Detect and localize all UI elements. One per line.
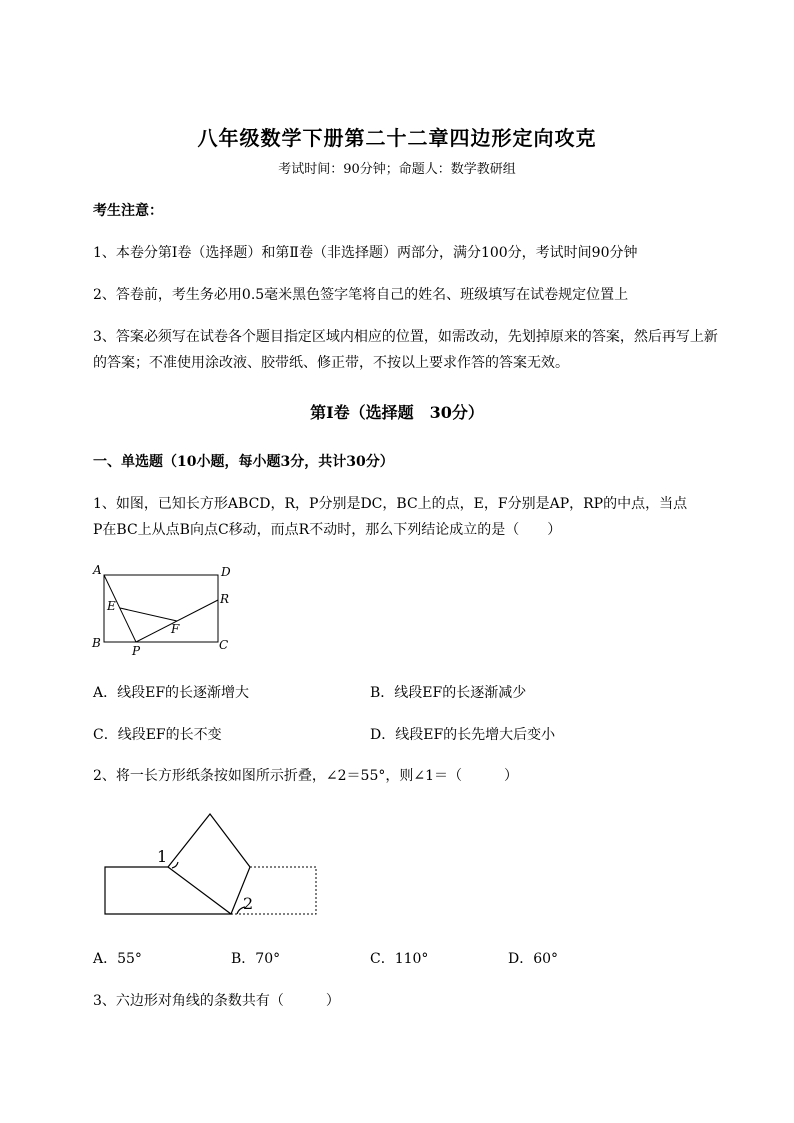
segment-ef (120, 608, 177, 621)
notice-item: 的答案；不准使用涂改液、胶带纸、修正带，不按以上要求作答的答案无效。 (93, 355, 569, 371)
strip-bottom (105, 867, 231, 914)
notice-item: 3、答案必须写在试卷各个题目指定区域内相应的位置，如需改动，先划掉原来的答案，然后再写上新 (93, 329, 718, 345)
label-f: F (171, 622, 180, 636)
angle-1-label: 1 (157, 847, 168, 866)
option-b[interactable]: B．70° (231, 951, 281, 967)
part-heading: 一、单选题（10小题，每小题3分，共计30分） (93, 454, 394, 470)
folded-part (168, 814, 250, 914)
option-c[interactable]: C．线段EF的长不变 (93, 727, 222, 743)
option-d[interactable]: D．线段EF的长先增大后变小 (370, 727, 556, 743)
option-d[interactable]: D．60° (508, 951, 559, 967)
option-b[interactable]: B．线段EF的长逐渐减少 (370, 685, 527, 701)
notice-heading: 考生注意： (93, 203, 163, 219)
label-e: E (107, 599, 116, 613)
label-b: B (92, 636, 101, 650)
question-2-text: 2、将一长方形纸条按如图所示折叠，∠2＝55°，则∠1＝（ ） (93, 768, 518, 784)
question-3-text: 3、六边形对角线的条数共有（ ） (93, 993, 340, 1009)
notice-item: 1、本卷分第Ⅰ卷（选择题）和第Ⅱ卷（非选择题）两部分，满分100分，考试时间90分钟 (93, 245, 638, 261)
option-c[interactable]: C．110° (370, 951, 429, 967)
question-1-line-1: 1、如图，已知长方形ABCD，R，P分别是DC，BC上的点，E，F分别是AP，RP的中点，当点 (93, 496, 688, 512)
question-2-figure (100, 810, 325, 920)
page-title: 八年级数学下册第二十二章四边形定向攻克 (197, 126, 597, 150)
angle-1-arc (172, 862, 178, 868)
label-d: D (221, 565, 231, 579)
notice-item: 2、答卷前，考生务必用0.5毫米黑色签字笔将自己的姓名、班级填写在试卷规定位置上 (93, 287, 629, 303)
label-a: A (93, 563, 102, 577)
question-1-figure (88, 558, 248, 658)
label-c: C (219, 638, 229, 652)
angle-2-label: 2 (243, 894, 254, 913)
label-r: R (220, 592, 230, 606)
option-a[interactable]: A．线段EF的长逐渐增大 (93, 685, 250, 701)
section-title: 第Ⅰ卷（选择题 30分） (310, 403, 484, 422)
label-p: P (132, 644, 141, 658)
exam-info: 考试时间：90分钟；命题人：数学教研组 (278, 162, 516, 177)
option-a[interactable]: A．55° (93, 951, 142, 967)
question-1-line-2: P在BC上从点B向点C移动，而点R不动时，那么下列结论成立的是（ ） (93, 522, 562, 538)
